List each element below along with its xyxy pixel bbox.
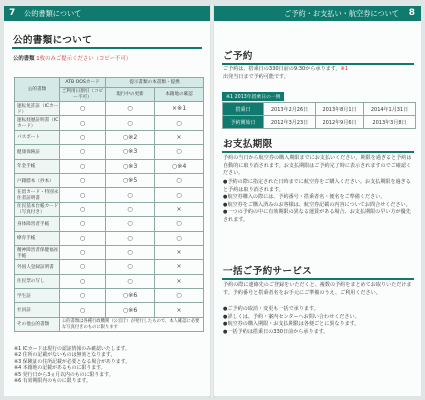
doc-mark-cell: ○ [155, 173, 204, 187]
table-header-docs: 公的書類 [15, 78, 60, 102]
list-item: ●詳しくは、予約・案内センターへお問い合わせください。 [223, 313, 360, 320]
doc-mark-cell: × [155, 274, 204, 288]
doc-mark-cell: ○ [60, 260, 106, 274]
doc-mark-cell: ○※2 [106, 130, 155, 144]
doc-mark-cell: ○ [60, 130, 106, 144]
footnote: ※5 発行日から3ヵ月以内のものに限ります。 [14, 371, 114, 378]
res-cell: 2012年3月23日 [264, 116, 316, 129]
footnote: ※2 住所の記載がないものは無効となります。 [14, 352, 116, 359]
table-row [15, 202, 204, 216]
res-cell: 2012年9月6日 [316, 116, 364, 129]
reserve-table-tag: ※1 2013年搭乗日の一例 [222, 92, 284, 101]
table-row [15, 116, 204, 130]
res-cell: 2013年8月1日 [316, 103, 364, 116]
res-cell: 2013年2月26日 [264, 103, 316, 116]
reserve-title: ご予約 [223, 51, 253, 62]
table-header-group-1: ATB OOSカード [60, 78, 106, 88]
doc-mark-cell: ○ [106, 260, 155, 274]
doc-name-cell: 健康保険証 [15, 145, 60, 159]
doc-mark-cell: ○ [155, 145, 204, 159]
reserve-text-2: 出発当日まで予約可能です。 [223, 73, 289, 80]
doc-name-cell: パスポート [15, 130, 60, 144]
right-page [214, 6, 421, 396]
footnotes [14, 346, 206, 384]
doc-mark-cell: ○※5 [106, 173, 155, 187]
list-item: ●一括予約は搭乗日の330日前から承ります。 [223, 328, 329, 335]
table-row [15, 173, 204, 187]
left-header-text: 公的書類について [24, 9, 82, 18]
table-row [15, 274, 204, 288]
table-header-col-1: ご利用日割引（コピー不可） [60, 88, 106, 102]
right-header-text: ご予約・お支払い・航空券について [284, 9, 399, 18]
table-row [15, 303, 204, 317]
doc-subtitle [13, 54, 131, 62]
left-header-bar [4, 6, 210, 21]
doc-mark-cell: ○ [155, 188, 204, 202]
doc-name-cell: 住民基本台帳カード（写真付き） [15, 202, 60, 216]
table-header-group-2: 提示書類の本書類・提携 [106, 78, 204, 88]
doc-name-cell: 戸籍謄本（抄本） [15, 173, 60, 187]
doc-mark-cell: ○ [60, 245, 106, 259]
doc-mark-cell: ○ [106, 202, 155, 216]
doc-mark-cell: ○ [106, 245, 155, 259]
right-page-number: 8 [408, 8, 415, 18]
table-row [15, 245, 204, 259]
table-row [15, 188, 204, 202]
doc-mark-cell: ○※6 [106, 289, 155, 303]
doc-name-cell: 住民票の写し [15, 274, 60, 288]
doc-mark-cell: ○ [155, 231, 204, 245]
list-item: ●予約の際に指定された日時までに航空券をご購入ください。お支払期限を過ぎると予約は取り消されます。 [223, 179, 411, 193]
payment-text: 予約の当日から航空券の購入期限までにお支払いください。期限を過ぎると予約は自動的に取り消されます。お支払期限はご予約完了時に表示されますのでご確認ください。 [223, 155, 412, 177]
list-item: ●一つの予約の中に有効期限の異なる運賃がある場合、お支払期限の早い方が優先されます。 [223, 209, 411, 223]
table-row [15, 217, 204, 231]
footnote: ※6 有効期限内のものに限ります。 [14, 378, 91, 385]
table-row [15, 289, 204, 303]
doc-mark-cell: ○ [106, 102, 155, 116]
reserve-text-1: ご予約は、搭乗日の330日前の9:30から承ります。 [223, 66, 341, 72]
payment-bullets [223, 179, 415, 225]
doc-mark-cell: ○ [106, 116, 155, 130]
table-row [223, 116, 416, 129]
reservation-table [222, 102, 416, 129]
list-item: ●航空券をご購入済みのお客様は、航空券記載の内容についてお問合せください。 [223, 201, 411, 208]
list-item: ●ご予約の取消・変更も一括で承ります。 [223, 306, 319, 312]
footnote: ※3 保険証の住所記載が必要となる場合があります。 [14, 358, 130, 365]
doc-mark-cell: × [155, 245, 204, 259]
table-row [15, 159, 204, 173]
left-title-rule [12, 47, 202, 49]
doc-mark-cell: ○ [60, 173, 106, 187]
doc-name-cell: 在留カード・特別永住者証明書 [15, 188, 60, 202]
doc-mark-cell: ○ [60, 274, 106, 288]
left-section-title: 公的書類について [13, 35, 92, 46]
payment-rule [222, 151, 414, 153]
doc-mark-cell: ○ [60, 202, 106, 216]
doc-mark-cell: ○ [60, 217, 106, 231]
res-cell: 2013年3月8日 [363, 116, 415, 129]
doc-name-cell: 身体障害者手帳 [15, 217, 60, 231]
doc-name-cell: 運転免許証（ICカード） [15, 102, 60, 116]
doc-mark-cell: × [155, 202, 204, 216]
doc-mark-cell: ○※3 [106, 145, 155, 159]
table-row [15, 130, 204, 144]
doc-name-cell: 精神障害者保健福祉手帳 [15, 245, 60, 259]
doc-mark-cell: × [155, 260, 204, 274]
doc-subtitle-red: 1枚のみご提示ください（コピー不可） [36, 56, 132, 62]
left-page-number: 7 [9, 8, 16, 18]
doc-name-cell: 年金手帳 [15, 159, 60, 173]
last-row-name: その他公的書類 [15, 317, 60, 331]
last-row-note: 公的書類は各種行政機関（公官庁）が発行したもので、本人確認に必要な写真付きのものに限ります [60, 317, 204, 331]
doc-mark-cell: ○※3 [106, 159, 155, 173]
table-row [223, 103, 416, 116]
doc-mark-cell: ○ [60, 145, 106, 159]
table-row [15, 102, 204, 116]
doc-mark-cell: ○ [106, 217, 155, 231]
doc-mark-cell: ○ [106, 231, 155, 245]
table-row [15, 145, 204, 159]
reserve-text-red: ※1 [340, 66, 349, 72]
doc-mark-cell: ○ [106, 274, 155, 288]
doc-mark-cell: ○ [155, 289, 204, 303]
footnote: ※1 ICカードは現行の認証情報のみ確認いたします。 [14, 346, 130, 352]
doc-mark-cell: ○※4 [155, 159, 204, 173]
doc-name-cell: 学生証 [15, 289, 60, 303]
table-row [15, 231, 204, 245]
res-cell: 2014年1月31日 [363, 103, 415, 116]
doc-name-cell: 運転経歴証明書（ICカード） [15, 116, 60, 130]
footnote: ※4 本籍地の記載があるものに限ります。 [14, 365, 106, 372]
doc-mark-cell: ○ [60, 102, 106, 116]
doc-mark-cell: ○ [60, 303, 106, 317]
table-header-col-2: 現行中の更新 [106, 88, 155, 102]
table-row [15, 260, 204, 274]
left-page [4, 6, 210, 396]
bundle-title: 一括ご予約サービス [223, 266, 313, 277]
doc-mark-cell: ○※6 [106, 303, 155, 317]
reserve-rule [222, 63, 414, 65]
list-item: ●航空券購入の際には、予約番号・搭乗者名・便名をご準備ください。 [223, 194, 386, 201]
bundle-text: 予約の際に連絡先のご登録をいただくと、複数の予約をまとめてお取りいただけます。予約番号と搭乗者名をお手元にご準備のうえ、ご利用ください。 [223, 282, 412, 296]
doc-mark-cell: ○ [60, 188, 106, 202]
doc-name-cell: 社員証 [15, 303, 60, 317]
doc-mark-cell: × [155, 303, 204, 317]
res-row-label: 予約開始日 [223, 116, 264, 129]
doc-mark-cell: ○ [106, 188, 155, 202]
doc-subtitle-label: 公的書類 [13, 56, 35, 62]
doc-mark-cell: ○ [60, 231, 106, 245]
doc-mark-cell: ○ [60, 159, 106, 173]
bundle-bullets [223, 306, 415, 336]
public-document-table [14, 77, 204, 332]
doc-name-cell: 外国人登録証明書 [15, 260, 60, 274]
list-item: ●航空券の購入期限・お支払期限は各便ごとに異なります。 [223, 321, 360, 328]
right-header-bar [214, 6, 421, 21]
doc-name-cell: 療育手帳 [15, 231, 60, 245]
payment-title: お支払期限 [223, 139, 273, 150]
doc-mark-cell: ○ [60, 116, 106, 130]
table-header-col-3: 本籍地の確認 [155, 88, 204, 102]
doc-mark-cell: ○ [155, 217, 204, 231]
doc-mark-cell: ○ [60, 289, 106, 303]
reserve-text [223, 66, 415, 81]
res-row-label: 搭乗日 [223, 103, 264, 116]
bundle-rule [222, 278, 414, 280]
doc-mark-cell: ○ [155, 116, 204, 130]
doc-mark-cell: × [155, 130, 204, 144]
doc-mark-cell: ×※1 [155, 102, 204, 116]
